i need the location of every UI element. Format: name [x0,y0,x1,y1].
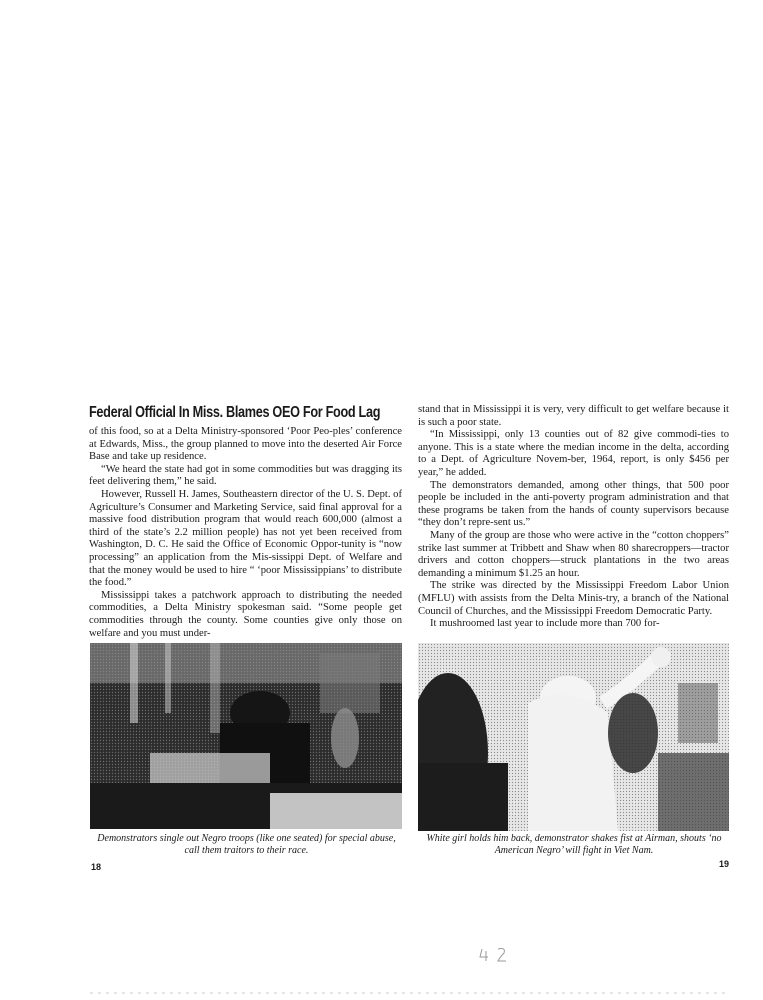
scan-line-drawing [90,991,730,995]
paragraph: stand that in Mississippi it is very, very difficult to get welfare because it is such a poor state. [418,404,729,428]
handwritten-mark [478,945,518,972]
caption-left: Demonstrators single out Negro troops (like one seated) for special abuse, call them traitors to their race. [97,833,396,856]
scan-artifact-line [90,982,730,1000]
handwritten-mark-drawing [478,945,518,967]
right-column [418,404,729,631]
page-number-right: 19 [719,859,730,869]
paragraph: Many of the group are those who were active in the “cotton choppers” strike last summer at Tribbett and Shaw when 80 sharecroppers—tractor drivers and cotton choppers—struck plantations in the two areas demanding a minimum $1.25 an hour. [418,529,729,579]
photo-illustration [90,643,402,829]
caption-right: White girl holds him back, demonstrator shakes fist at Airman, shouts ‘no American Negro’ will fight in Viet Nam. [426,833,722,856]
paragraph: Mississippi takes a patchwork approach to distributing the needed commodities, a Delta Ministry spokesman said. “Some people get commodities through the county. Some counties give only those on welfare and you must under- [89,589,402,639]
paragraph: “We heard the state had got in some commodities but was dragging its feet delivering them,” he said. [89,463,402,488]
photo-illustration [418,643,729,831]
paragraph: The strike was directed by the Mississippi Freedom Labor Union (MFLU) with assists from the Delta Minis-try, a branch of the National Council of Churches, and the Mississippi Freedom Democratic Party. [418,580,729,617]
paragraph: of this food, so at a Delta Ministry-sponsored ‘Poor Peo-ples’ conference at Edwards, Miss., the group planned to move into the deserted Air Force Base and take up residence. [89,426,402,463]
left-column [89,426,402,640]
paragraph: “In Mississippi, only 13 counties out of 82 give commodi-ties to anyone. This is a state where the median income in the delta, according to a Dept. of Agriculture Novem-ber, 1964, report, is only $456 per year,” he added. [418,429,729,478]
paragraph: The demonstrators demanded, among other things, that 500 poor people be included in the anti-poverty program administration and that these programs be taken from the hands of county supervisors because “they don’t repre-sent us.” [418,479,729,529]
headline: Federal Official In Miss. Blames OEO For Food Lag [89,404,381,421]
photo-demonstrators-troops [90,643,402,829]
paragraph: It mushroomed last year to include more than 700 for- [430,618,660,630]
paragraph: However, Russell H. James, Southeastern director of the U. S. Dept. of Agriculture’s Consumer and Marketing Service, said final approval for a massive food distribution program that would reach 600,000 (almost a third of the state’s 2.2 million people) has not yet been received from Washington, D. C. He said the Office of Economic Oppor-tunity is “now processing” an application from the Mis-sissippi Dept. of Welfare and that the money would be used to hire “ ‘poor Mississippians’ to distribute the food.” [89,488,402,589]
photo-demonstrator-fist [418,643,729,831]
page-number-left: 18 [91,862,102,872]
